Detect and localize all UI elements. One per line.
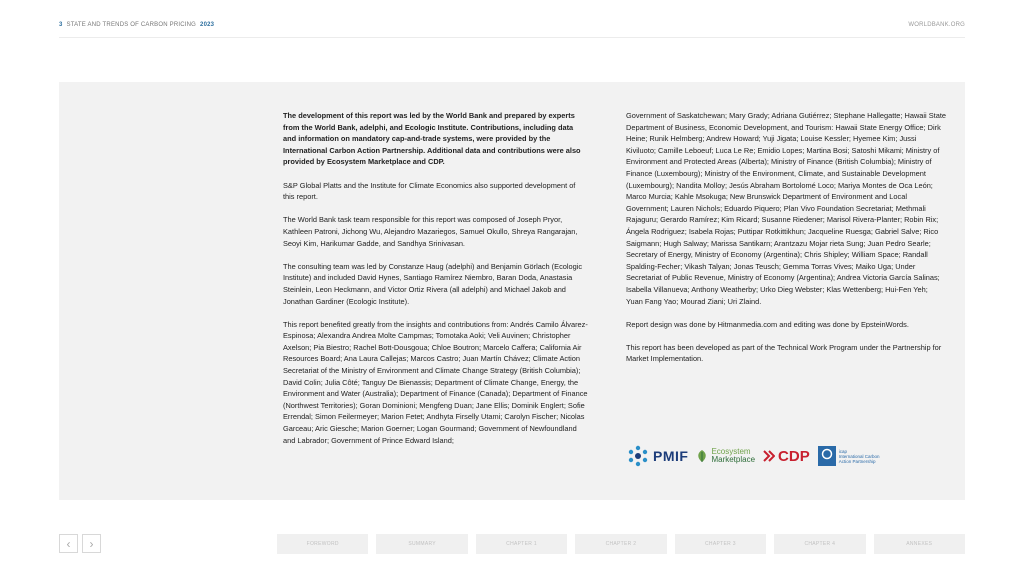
eco-line-1: Ecosystem [711,447,751,456]
paragraph: The development of this report was led by the World Bank and prepared by experts from the World Bank, adelphi, and Ecologic Institute. Contributions, including data and information on mandatory cap-and-trade systems, were provided by the International Carbon Action Partnership. Additional data and contributions were also provided by Ecosystem Marketplace and CDP. [283,111,581,167]
page-number: 3 [59,22,63,28]
page-header [59,19,965,31]
icap-wordmark: icap [838,448,847,454]
icap-logo [818,446,880,466]
running-title [59,22,214,28]
pmif-wordmark: PMIF [653,448,689,464]
page-nav-arrows [59,534,101,553]
pmif-logo [626,444,688,468]
acknowledgments-column-1 [283,110,588,458]
tab-foreword[interactable]: FOREWORD [277,534,368,554]
tab-summary[interactable]: SUMMARY [376,534,467,554]
tab-chapter-3[interactable]: CHAPTER 3 [675,534,766,554]
ecosystem-marketplace-logo [696,448,755,464]
chevron-right-icon: › [89,536,94,551]
chapter-tabs [277,534,965,554]
chevron-left-icon: ‹ [66,536,71,551]
cdp-arrows-icon [763,449,775,463]
tab-chapter-2[interactable]: CHAPTER 2 [575,534,666,554]
tab-chapter-1[interactable]: CHAPTER 1 [476,534,567,554]
paragraph: This report benefited greatly from the insights and contributions from: Andrés Camilo Álvarez-Espinosa; Alexandra Andrea Molte Campmas; Tomotaka Aoki; Veli Auvinen; Christopher Axelson; Pia Biestro; Rachel Bott-Dousgoua; Chloe Boutron; Marcelo Caffera; California Air Resources Board; Ana Laura Callejas; Marcos Castro; Juan Martín Chávez; Climate Action Secretariat of the Ministry of Environment and Climate Change Strategy (British Columbia); David Colin; Julia Côté; Tanguy De Bienassis; Department of Climate Change, Energy, the Environment and Water (Australia); Department of Finance (Canada); Department of Finance (Northwest Territories); Goran Dominioni; Mengfeng Duan; Jane Ellis; Dominik Englert; Sofie Errendal; Simon Feilermeyer; Marion Fetet; Andhyta Firselly Utami; Carolyn Fischer; Nicolas Garceau; Aric Giesche; Marion Goerner; Logan Gourmand; Government of Newfoundland and Labrador; Government of Prince Edward Island; [283,319,588,445]
tab-annexes[interactable]: ANNEXES [874,534,965,554]
paragraph: Report design was done by Hitmanmedia.com and editing was done by EpsteinWords. [626,319,909,329]
paragraph: This report has been developed as part of the Technical Work Program under the Partnership for Market Implementation. [626,342,942,364]
cdp-wordmark: CDP [778,447,810,465]
prev-page-button[interactable] [59,534,78,553]
eco-line-2: Marketplace [711,455,756,464]
tab-chapter-4[interactable]: CHAPTER 4 [774,534,865,554]
partner-logos [626,442,946,470]
paragraph: Government of Saskatchewan; Mary Grady; Adriana Gutiérrez; Stephane Hallegatte; Hawaii State Department of Business, Economic Development, and Tourism: Hawaii State Energy Office; Dirk Heine; Runik Helmberg; Andrew Howard; Yuji Jigata; Louise Kessler; Hyemee Kim; Jussi Kiviluoto; Camille Leboeuf; Luca Le Re; Emidio Lopes; Martina Bosi; Satoshi Mikami; Ministry of Environment and Protected Areas (Alberta); Ministry of Finance (British Columbia); Ministry of Finance (Luxembourg); Ministry of the Environment, Climate, and Sustainable Development (Luxembourg); Nandita Molloy; Jesús Abraham Bortolomé Loco; Mariya Montes de Oca León; Marco Murcia; Kahle Msokuga; New Brunswick Department of Environment and Local Government; Lauren Nichols; Eduardo Piquero; Plan Vivo Foundation Secretariat; Methmali Rajaguru; Gerardo Ramírez; Kim Ricard; Susanne Riedener; Marisol Rivera-Planter; Robin Rix; Ángela Rodriguez; Isabela Rojas; Puttipar Rotkittikhun; Jacqueline Ruesga; Gabriel Salve; Rico Saigmann; Hugh Salway; Marissa Santikarn; Arantzazu Mojar rieta Sung; Juan Pedro Searle; Secretary of Energy, Ministry of Economy (Argentina); Chris Shipley; William Space; Randall Spalding-Fecher; Vikash Talyan; Jonas Teusch; Gemma Torras Vives; Maiko Uga; Under Secretariat of Public Revenue, Ministry of Economy (Argentina); Andrea Victoria García Salinas; Isabella Villanueva; Anthony Weatherby; Urko Dieg Webster; Klas Wettenberg; Hui-Fen Yeh; Yuan Fang Yao; Mourad Ziani; Uri Zlaind. [626,111,947,306]
paragraph: The consulting team was led by Constanze Haug (adelphi) and Benjamin Görlach (Ecologic Institute) and included David Hynes, Santiago Ramírez Niembro, Baran Doda, Anastasia Steinlein, Leon Heckmann, and Victor Ortiz Rivera (all adelphi) and Michael Jakob and Jonathan Gardiner (Ecologic Institute). [283,261,583,306]
report-year: 2023 [200,22,215,28]
acknowledgments-column-2 [626,110,946,377]
leaf-icon [696,449,708,463]
icap-line-2: Action Partnership [838,458,876,464]
next-page-button[interactable] [82,534,101,553]
cdp-logo [763,448,810,465]
icap-line-1: International Carbon [838,453,880,459]
icap-icon [818,446,836,466]
paragraph: The World Bank task team responsible for this report was composed of Joseph Pryor, Kathleen Patroni, Jichong Wu, Alejandro Mazariegos, Samuel Okullo, Shreya Rangarajan, Seoyi Kim, Harikumar Gadde, and Sandhya Srinivasan. [283,215,578,248]
report-title: STATE AND TRENDS OF CARBON PRICING [66,22,197,28]
paragraph: S&P Global Platts and the Institute for Climate Economics also supported development of this report. [283,180,576,202]
header-divider [59,37,965,38]
site-link[interactable]: WORLDBANK.ORG [908,22,965,28]
pmif-icon [626,444,650,468]
